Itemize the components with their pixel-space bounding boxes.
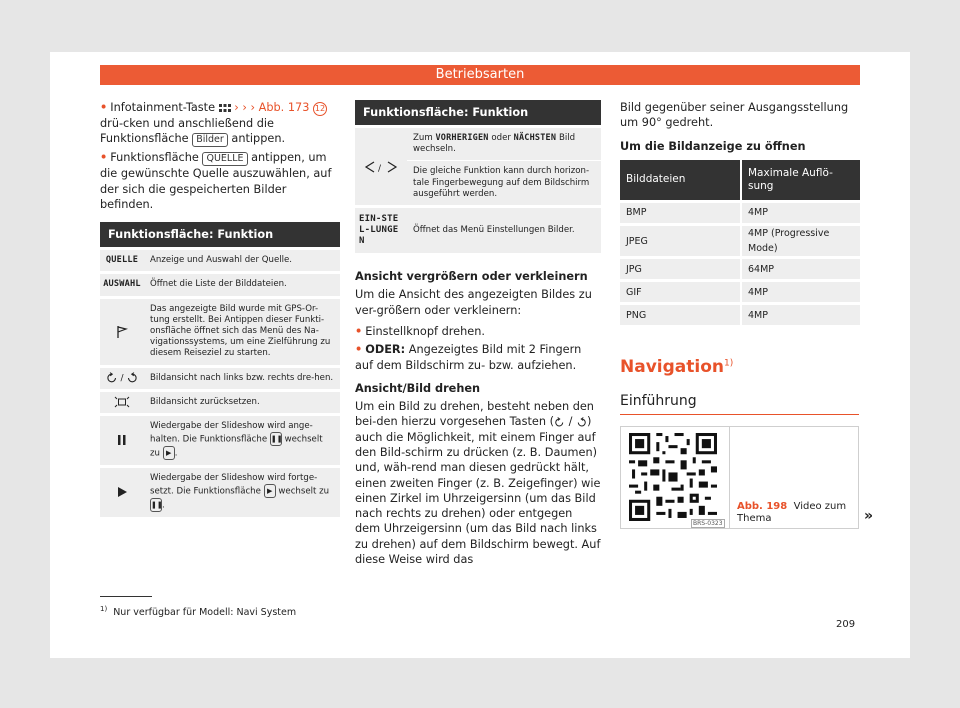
section-header: Betriebsarten bbox=[100, 65, 860, 85]
rotate-left-icon bbox=[106, 372, 118, 384]
table-row: Wiedergabe der Slideshow wird fortge-setzt. Die Funktionsfläche ▶ wechselt zu ❚❚. bbox=[100, 467, 340, 518]
page-number: 209 bbox=[836, 619, 856, 630]
intro-heading: Einführung bbox=[620, 393, 697, 409]
table-row: EIN-STEL-LUNGEN Öffnet das Menü Einstellungen Bilder. bbox=[355, 207, 601, 254]
step-1: • Infotainment-Taste › › › Abb. 173 12 drü-cken und anschließend die Funktionsfläche Bilder antippen. bbox=[100, 101, 326, 146]
table-row: Die gleiche Funktion kann durch horizon-tale Fingerbewegung auf dem Bildschirm ausgeführt werden. bbox=[355, 161, 601, 207]
pause-button-icon: ❚❚ bbox=[270, 432, 282, 446]
callout-number: 12 bbox=[313, 102, 327, 116]
zoom-heading: Ansicht vergrößern oder verkleinern bbox=[355, 270, 588, 284]
rotate-right-icon bbox=[576, 417, 587, 428]
table-row: AUSWAHL Öffnet die Liste der Bilddateien. bbox=[100, 273, 340, 297]
table-row: BMP 4MP bbox=[620, 201, 860, 224]
navigation-title: Navigation$^{1)}$ bbox=[620, 357, 734, 377]
function-table-1 bbox=[100, 222, 340, 517]
rotate-heading: Ansicht/Bild drehen bbox=[355, 381, 481, 395]
step-2: • Funktionsfläche QUELLE antippen, um die gewünschte Quelle auszuwählen, auf der sich die gespeicherten Bilder befinden. bbox=[100, 151, 332, 211]
play-button-icon: ▶ bbox=[163, 446, 175, 460]
pause-button-icon: ❚❚ bbox=[150, 498, 162, 512]
menu-grid-icon bbox=[219, 104, 231, 113]
figure-ref[interactable]: › › › Abb. 173 bbox=[234, 101, 310, 114]
table-row: JPG 64MP bbox=[620, 258, 860, 281]
svg-text:/: / bbox=[378, 163, 382, 174]
rotate-right-icon bbox=[126, 372, 138, 384]
table-row: QUELLE Anzeige und Auswahl der Quelle. bbox=[100, 249, 340, 273]
table-row: GIF 4MP bbox=[620, 281, 860, 304]
rotate-left-icon bbox=[554, 417, 565, 428]
column-left bbox=[100, 100, 340, 517]
table-row: JPEG 4MP (Progressive Mode) bbox=[620, 224, 860, 258]
flag-icon bbox=[116, 325, 128, 339]
table-row: PNG 4MP bbox=[620, 304, 860, 326]
reset-view-icon bbox=[114, 396, 130, 408]
table-row: / Bildansicht nach links bzw. rechts dre-hen. bbox=[100, 366, 340, 390]
pause-icon bbox=[117, 434, 127, 446]
table-header: Funktionsfläche: Funktion bbox=[355, 100, 601, 127]
bilder-key: Bilder bbox=[192, 133, 228, 147]
table-row: Wiedergabe der Slideshow wird ange-halten. Die Funktionsfläche ❚❚ wechselt zu ▶ . bbox=[100, 415, 340, 467]
table-row: Bildansicht zurücksetzen. bbox=[100, 390, 340, 414]
quelle-key: QUELLE bbox=[202, 152, 247, 166]
continue-mark: » bbox=[864, 508, 874, 524]
table-row: Das angezeigte Bild wurde mit GPS-Or-tung erstellt. Bei Antippen dieser Funkti-onsfläche öffnet sich das Menü des Na-vigationssystems, um eine Zielführung zu diesem Reiseziel zu starten. bbox=[100, 297, 340, 366]
footnote: $^{1)}$ Nur verfügbar für Modell: Navi System bbox=[100, 605, 297, 619]
figure-caption: Abb. 198 Video zum Thema bbox=[737, 501, 847, 524]
divider bbox=[729, 427, 730, 528]
footnote-divider bbox=[100, 596, 152, 597]
image-format-table: Bilddateien Maximale Auflö-sung BMP 4MP JPEG 4MP (Progressive Mode) JPG 64MP GIF 4MP PNG 4MP bbox=[620, 160, 860, 326]
play-button-icon: ▶ bbox=[264, 484, 276, 498]
display-heading: Um die Bildanzeige zu öffnen bbox=[620, 139, 806, 153]
divider bbox=[620, 414, 859, 415]
table-row: / Zum VORHERIGEN oder NÄCHSTEN Bild wechseln. bbox=[355, 127, 601, 161]
qr-code-label: BRS-0323 bbox=[693, 520, 723, 527]
play-icon bbox=[116, 486, 128, 498]
column-right: Bild gegenüber seiner Ausgangsstellung um 90° gedreht. Um die Bildanzeige zu öffnen Bilddateien Maximale Auflö-sung BMP 4MP JPEG 4MP (Progressive Mode) JPG 64MP GIF 4MP PNG 4MP bbox=[620, 100, 860, 325]
column-middle: Funktionsfläche: Funktion / Zum VORHERIGEN oder NÄCHSTEN Bild wechseln. Die gleiche Funktion kann durch horizon-tale Fingerbewegung auf dem Bildschirm ausgeführt werden. EIN-STEL-LUNGEN Öffnet das Menü Einstellungen Bilder. Ansicht vergrößern oder verkleinern Um die Ansicht des angezeigten Bildes zu ver-größern oder verkleinern: • Einstellknopf drehen. • ODER: Angezeigtes Bild mit 2 Fingern auf dem Bildschirm zu- bzw. aufziehen. Ansicht/Bild drehen Um ein Bild zu drehen, besteht neben den bei-den hierzu vorgesehen Tasten ( / ) auch die Möglichkeit, mit einem Finger auf den Bild-schirm zu drücken (z. B. Daumen) und, wäh-rend man diesen gedrückt hält, einen zweiten Finger (z. B. Zeigefinger) wie einen Zirkel im Uhrzeigersinn (um das Bild nach rechts zu drehen) oder entgegen dem Uhrzeigersinn (um das Bild nach links zu drehen) auf dem Bildschirm bewegt. Auf diese Weise wird das bbox=[355, 100, 601, 570]
table-header: Funktionsfläche: Funktion bbox=[100, 222, 340, 249]
prev-next-icon bbox=[364, 160, 398, 174]
video-figure bbox=[620, 426, 859, 529]
function-table-2 bbox=[355, 100, 601, 253]
qr-code-icon[interactable] bbox=[629, 433, 717, 521]
